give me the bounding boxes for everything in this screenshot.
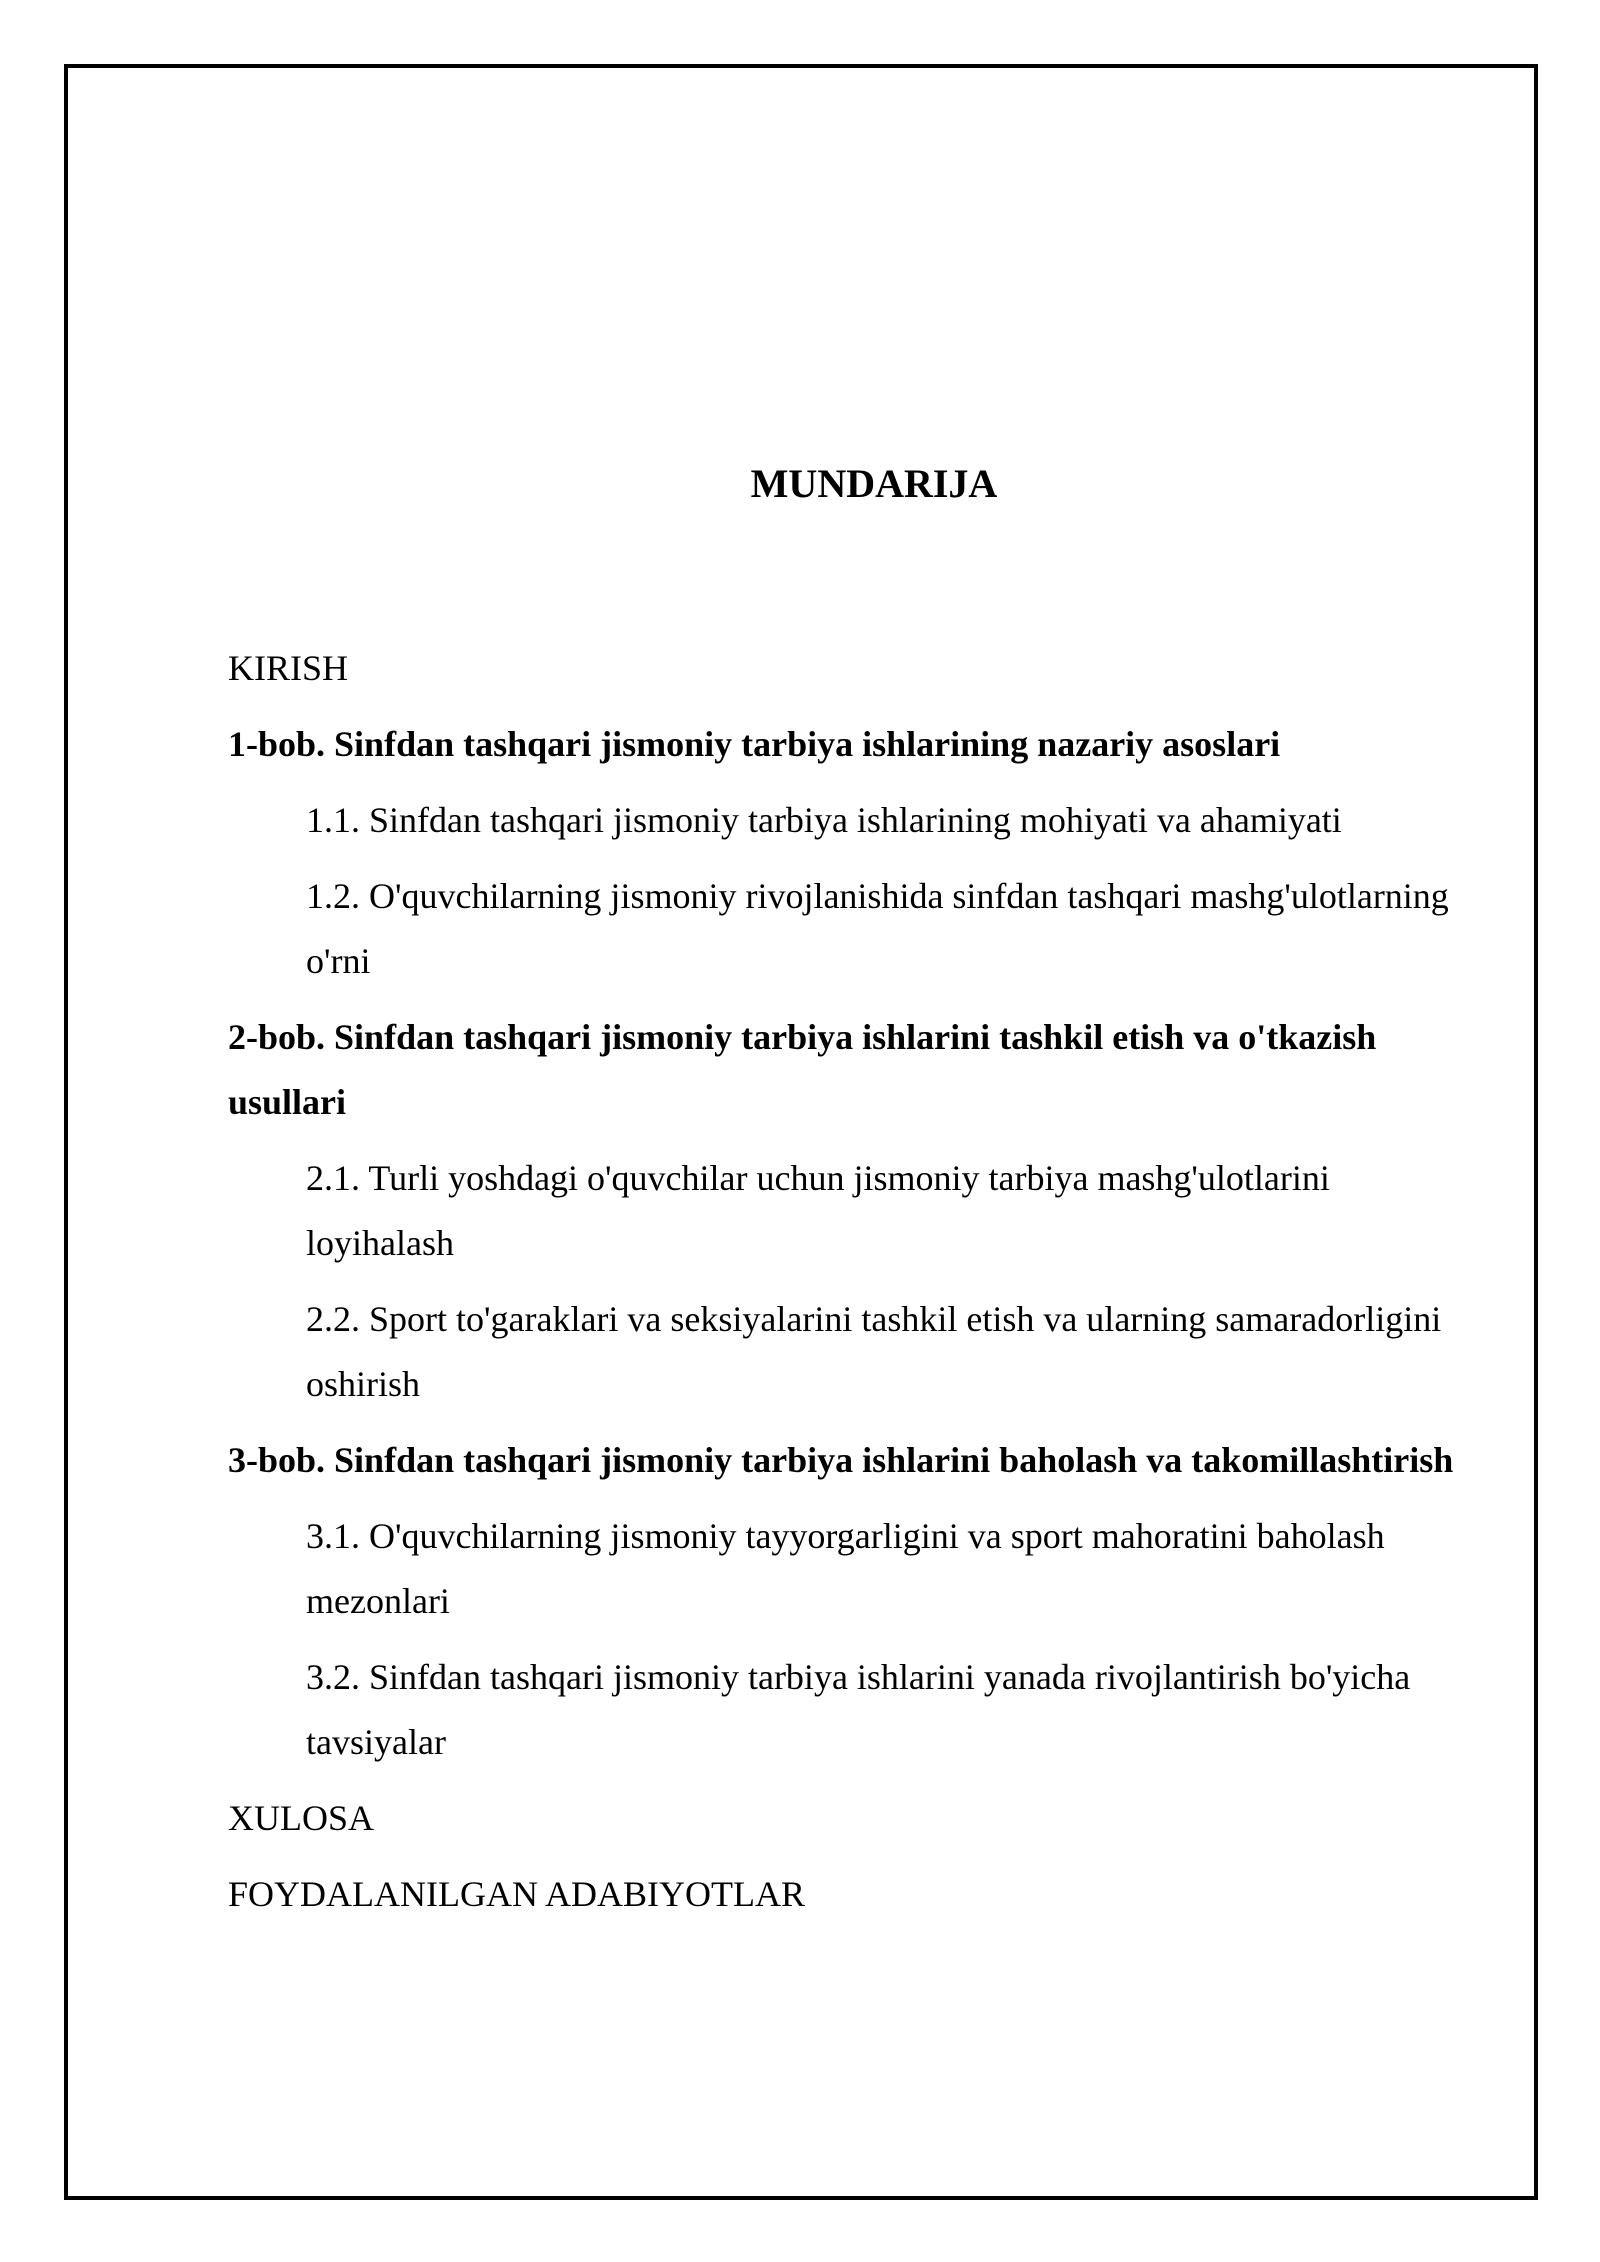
toc-entry-section-1-2: 1.2. O'quvchilarning jismoniy rivojlanishida sinfdan tashqari mashg'ulotlarning o'rni — [306, 876, 1449, 981]
toc-entry-chapter-2: 2-bob. Sinfdan tashqari jismoniy tarbiya ishlarini tashkil etish va o'tkazish usullari — [228, 1017, 1377, 1122]
page-title: MUNDARIJA — [750, 461, 998, 506]
toc-entry-references: FOYDALANILGAN ADABIYOTLAR — [228, 1874, 805, 1914]
toc-entry-section-1-1: 1.1. Sinfdan tashqari jismoniy tarbiya ishlarining mohiyati va ahamiyati — [306, 800, 1342, 840]
toc-entry-chapter-3: 3-bob. Sinfdan tashqari jismoniy tarbiya ishlarini baholash va takomillashtirish — [228, 1440, 1454, 1480]
toc-entry-introduction: KIRISH — [228, 648, 349, 688]
toc-entry-section-2-1: 2.1. Turli yoshdagi o'quvchilar uchun jismoniy tarbiya mashg'ulotlarini loyihalash — [306, 1158, 1330, 1263]
toc-entry-section-2-2: 2.2. Sport to'garaklari va seksiyalarini tashkil etish va ularning samaradorligini oshirish — [306, 1299, 1442, 1404]
toc-entry-section-3-2: 3.2. Sinfdan tashqari jismoniy tarbiya ishlarini yanada rivojlantirish bo'yicha tavsiyalar — [306, 1657, 1411, 1762]
toc-entry-chapter-1: 1-bob. Sinfdan tashqari jismoniy tarbiya ishlarining nazariy asoslari — [228, 724, 1281, 764]
toc-entry-conclusion: XULOSA — [228, 1798, 375, 1838]
toc-entry-section-3-1: 3.1. O'quvchilarning jismoniy tayyorgarligini va sport mahoratini baholash mezonlari — [306, 1516, 1385, 1621]
table-of-contents — [228, 636, 1478, 1938]
